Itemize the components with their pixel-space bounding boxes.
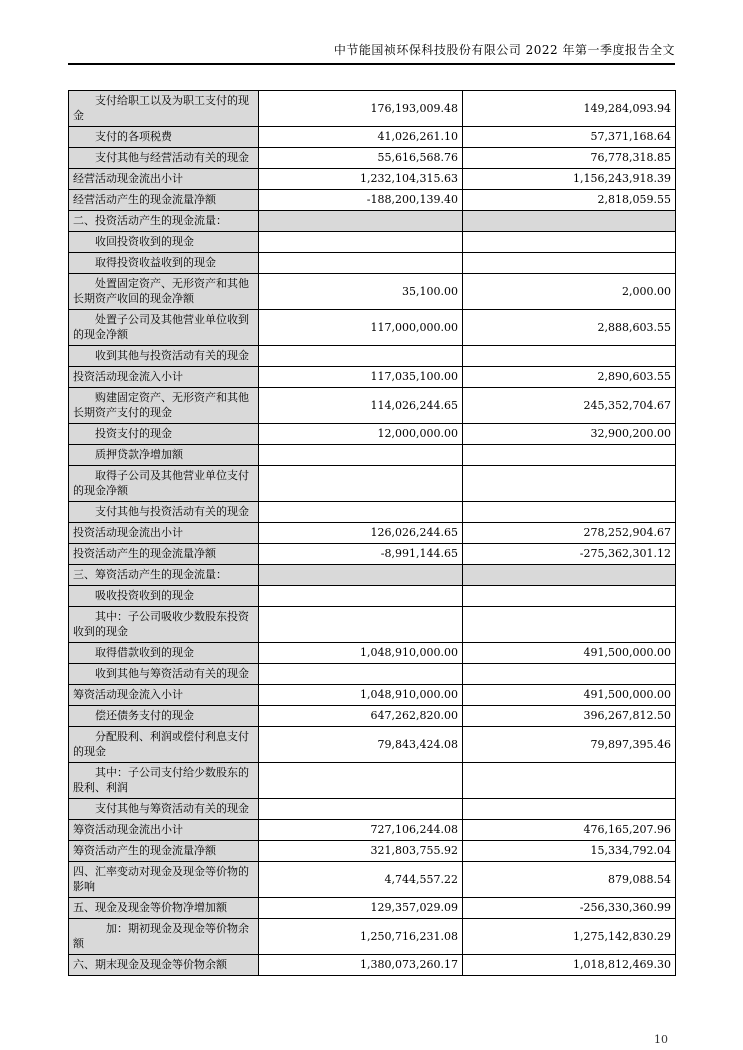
prior-period-value-cell: 32,900,200.00	[463, 424, 676, 445]
current-period-value-cell: 79,843,424.08	[259, 727, 463, 763]
current-period-value-cell: 176,193,009.48	[259, 91, 463, 127]
current-period-value-cell	[259, 253, 463, 274]
row-label: 取得投资收益收到的现金	[95, 256, 216, 269]
current-period-value-cell: 117,000,000.00	[259, 310, 463, 346]
row-label-cell	[69, 799, 259, 820]
table-row	[69, 274, 676, 310]
page-footer	[68, 1033, 675, 1046]
prior-period-value-cell	[463, 607, 676, 643]
prior-period-value-cell: 79,897,395.46	[463, 727, 676, 763]
row-label-cell	[69, 685, 259, 706]
row-label: 支付给职工以及为职工支付的现金	[73, 94, 249, 122]
current-period-value-cell	[259, 232, 463, 253]
table-row	[69, 544, 676, 565]
row-label-cell	[69, 898, 259, 919]
current-period-value-cell: 55,616,568.76	[259, 148, 463, 169]
prior-period-value-cell: 1,275,142,830.29	[463, 919, 676, 955]
row-label-cell	[69, 706, 259, 727]
current-period-value-cell: 4,744,557.22	[259, 862, 463, 898]
prior-period-value-cell	[463, 445, 676, 466]
row-label: 五、现金及现金等价物净增加额	[73, 901, 227, 914]
table-row	[69, 388, 676, 424]
row-label-cell	[69, 310, 259, 346]
current-period-value-cell	[259, 445, 463, 466]
prior-period-value-cell: 15,334,792.04	[463, 841, 676, 862]
table-row	[69, 127, 676, 148]
row-label-cell	[69, 955, 259, 976]
prior-period-value-cell: 879,088.54	[463, 862, 676, 898]
current-period-value-cell	[259, 586, 463, 607]
current-period-value-cell	[259, 346, 463, 367]
table-row	[69, 424, 676, 445]
row-label: 经营活动现金流出小计	[73, 172, 183, 185]
row-label: 三、筹资活动产生的现金流量：	[73, 568, 227, 581]
prior-period-value-cell: 2,888,603.55	[463, 310, 676, 346]
prior-period-value-cell: 491,500,000.00	[463, 643, 676, 664]
prior-period-value-cell: 396,267,812.50	[463, 706, 676, 727]
current-period-value-cell	[259, 799, 463, 820]
table-row	[69, 799, 676, 820]
current-period-value-cell	[259, 565, 463, 586]
prior-period-value-cell: 2,818,059.55	[463, 190, 676, 211]
table-row	[69, 841, 676, 862]
prior-period-value-cell: 2,890,603.55	[463, 367, 676, 388]
prior-period-value-cell: 76,778,318.85	[463, 148, 676, 169]
current-period-value-cell	[259, 607, 463, 643]
table-row	[69, 466, 676, 502]
current-period-value-cell: 647,262,820.00	[259, 706, 463, 727]
row-label-cell	[69, 820, 259, 841]
row-label: 收到其他与筹资活动有关的现金	[95, 667, 249, 680]
row-label-cell	[69, 607, 259, 643]
row-label: 筹资活动现金流出小计	[73, 823, 183, 836]
row-label-cell	[69, 253, 259, 274]
row-label: 投资活动现金流入小计	[73, 370, 183, 383]
row-label-cell	[69, 445, 259, 466]
prior-period-value-cell: 245,352,704.67	[463, 388, 676, 424]
prior-period-value-cell: 2,000.00	[463, 274, 676, 310]
row-label: 吸收投资收到的现金	[95, 589, 194, 602]
row-label-cell	[69, 523, 259, 544]
current-period-value-cell: -188,200,139.40	[259, 190, 463, 211]
table-row	[69, 190, 676, 211]
row-label-cell	[69, 502, 259, 523]
row-label-cell	[69, 544, 259, 565]
current-period-value-cell: 321,803,755.92	[259, 841, 463, 862]
current-period-value-cell: 1,048,910,000.00	[259, 643, 463, 664]
row-label: 分配股利、利润或偿付利息支付的现金	[73, 730, 249, 758]
row-label: 处置子公司及其他营业单位收到的现金净额	[73, 313, 249, 341]
current-period-value-cell: 1,380,073,260.17	[259, 955, 463, 976]
row-label-cell	[69, 127, 259, 148]
current-period-value-cell	[259, 664, 463, 685]
section-row	[69, 211, 676, 232]
prior-period-value-cell: 1,156,243,918.39	[463, 169, 676, 190]
table-row	[69, 955, 676, 976]
row-label: 经营活动产生的现金流量净额	[73, 193, 216, 206]
current-period-value-cell: 727,106,244.08	[259, 820, 463, 841]
row-label: 收到其他与投资活动有关的现金	[95, 349, 249, 362]
row-label: 收回投资收到的现金	[95, 235, 194, 248]
current-period-value-cell: 1,048,910,000.00	[259, 685, 463, 706]
report-title: 中节能国祯环保科技股份有限公司 2022 年第一季度报告全文	[333, 43, 675, 57]
row-label: 投资活动现金流出小计	[73, 526, 183, 539]
section-row	[69, 565, 676, 586]
row-label: 购建固定资产、无形资产和其他长期资产支付的现金	[73, 391, 249, 419]
row-label-cell	[69, 388, 259, 424]
current-period-value-cell: 41,026,261.10	[259, 127, 463, 148]
row-label-cell	[69, 643, 259, 664]
row-label-cell	[69, 664, 259, 685]
table-row	[69, 763, 676, 799]
table-row	[69, 148, 676, 169]
row-label-cell	[69, 148, 259, 169]
current-period-value-cell: 1,232,104,315.63	[259, 169, 463, 190]
table-row	[69, 685, 676, 706]
table-row	[69, 232, 676, 253]
cash-flow-table	[68, 90, 676, 976]
row-label: 支付其他与投资活动有关的现金	[95, 505, 249, 518]
row-label: 取得借款收到的现金	[95, 646, 194, 659]
current-period-value-cell	[259, 763, 463, 799]
prior-period-value-cell	[463, 502, 676, 523]
prior-period-value-cell	[463, 799, 676, 820]
row-label: 二、投资活动产生的现金流量：	[73, 214, 227, 227]
table-row	[69, 367, 676, 388]
row-label: 支付的各项税费	[95, 130, 172, 143]
prior-period-value-cell: 1,018,812,469.30	[463, 955, 676, 976]
prior-period-value-cell: 491,500,000.00	[463, 685, 676, 706]
row-label-cell	[69, 91, 259, 127]
row-label-cell	[69, 211, 259, 232]
prior-period-value-cell	[463, 232, 676, 253]
current-period-value-cell: 12,000,000.00	[259, 424, 463, 445]
row-label: 支付其他与经营活动有关的现金	[95, 151, 249, 164]
row-label-cell	[69, 232, 259, 253]
row-label-cell	[69, 346, 259, 367]
table-row	[69, 253, 676, 274]
prior-period-value-cell: -256,330,360.99	[463, 898, 676, 919]
current-period-value-cell	[259, 502, 463, 523]
row-label-cell	[69, 190, 259, 211]
table-row	[69, 523, 676, 544]
prior-period-value-cell: 149,284,093.94	[463, 91, 676, 127]
page-header	[68, 0, 675, 65]
table-row	[69, 502, 676, 523]
current-period-value-cell: 1,250,716,231.08	[259, 919, 463, 955]
row-label: 质押贷款净增加额	[95, 448, 183, 461]
row-label-cell	[69, 586, 259, 607]
row-label: 处置固定资产、无形资产和其他长期资产收回的现金净额	[73, 277, 249, 305]
prior-period-value-cell	[463, 466, 676, 502]
row-label-cell	[69, 763, 259, 799]
current-period-value-cell: 129,357,029.09	[259, 898, 463, 919]
table-row	[69, 664, 676, 685]
row-label: 筹资活动现金流入小计	[73, 688, 183, 701]
row-label: 其中：子公司吸收少数股东投资收到的现金	[73, 610, 249, 638]
prior-period-value-cell	[463, 586, 676, 607]
prior-period-value-cell: 476,165,207.96	[463, 820, 676, 841]
table-row	[69, 607, 676, 643]
row-label-cell	[69, 862, 259, 898]
row-label: 加：期初现金及现金等价物余额	[73, 922, 249, 950]
row-label: 四、汇率变动对现金及现金等价物的影响	[73, 865, 249, 893]
row-label-cell	[69, 727, 259, 763]
prior-period-value-cell: 278,252,904.67	[463, 523, 676, 544]
table-row	[69, 643, 676, 664]
row-label: 取得子公司及其他营业单位支付的现金净额	[73, 469, 249, 497]
table-row	[69, 820, 676, 841]
prior-period-value-cell	[463, 565, 676, 586]
row-label-cell	[69, 919, 259, 955]
row-label-cell	[69, 466, 259, 502]
row-label: 六、期末现金及现金等价物余额	[73, 958, 227, 971]
table-row	[69, 445, 676, 466]
current-period-value-cell: 126,026,244.65	[259, 523, 463, 544]
row-label-cell	[69, 367, 259, 388]
table-row	[69, 346, 676, 367]
row-label: 投资支付的现金	[95, 427, 172, 440]
row-label-cell	[69, 841, 259, 862]
prior-period-value-cell	[463, 763, 676, 799]
prior-period-value-cell: -275,362,301.12	[463, 544, 676, 565]
cash-flow-table-body	[69, 91, 676, 976]
row-label-cell	[69, 274, 259, 310]
current-period-value-cell: 35,100.00	[259, 274, 463, 310]
prior-period-value-cell	[463, 346, 676, 367]
row-label: 投资活动产生的现金流量净额	[73, 547, 216, 560]
row-label: 偿还债务支付的现金	[95, 709, 194, 722]
prior-period-value-cell	[463, 211, 676, 232]
prior-period-value-cell	[463, 253, 676, 274]
table-row	[69, 706, 676, 727]
page-number: 10	[654, 1033, 668, 1046]
row-label-cell	[69, 424, 259, 445]
row-label: 筹资活动产生的现金流量净额	[73, 844, 216, 857]
table-row	[69, 169, 676, 190]
table-row	[69, 310, 676, 346]
row-label: 支付其他与筹资活动有关的现金	[95, 802, 249, 815]
table-row	[69, 919, 676, 955]
table-row	[69, 727, 676, 763]
current-period-value-cell: 117,035,100.00	[259, 367, 463, 388]
row-label-cell	[69, 169, 259, 190]
table-row	[69, 586, 676, 607]
table-row	[69, 862, 676, 898]
current-period-value-cell: 114,026,244.65	[259, 388, 463, 424]
current-period-value-cell	[259, 466, 463, 502]
row-label: 其中：子公司支付给少数股东的股利、利润	[73, 766, 249, 794]
prior-period-value-cell	[463, 664, 676, 685]
row-label-cell	[69, 565, 259, 586]
prior-period-value-cell: 57,371,168.64	[463, 127, 676, 148]
table-row	[69, 898, 676, 919]
current-period-value-cell	[259, 211, 463, 232]
current-period-value-cell: -8,991,144.65	[259, 544, 463, 565]
table-row	[69, 91, 676, 127]
